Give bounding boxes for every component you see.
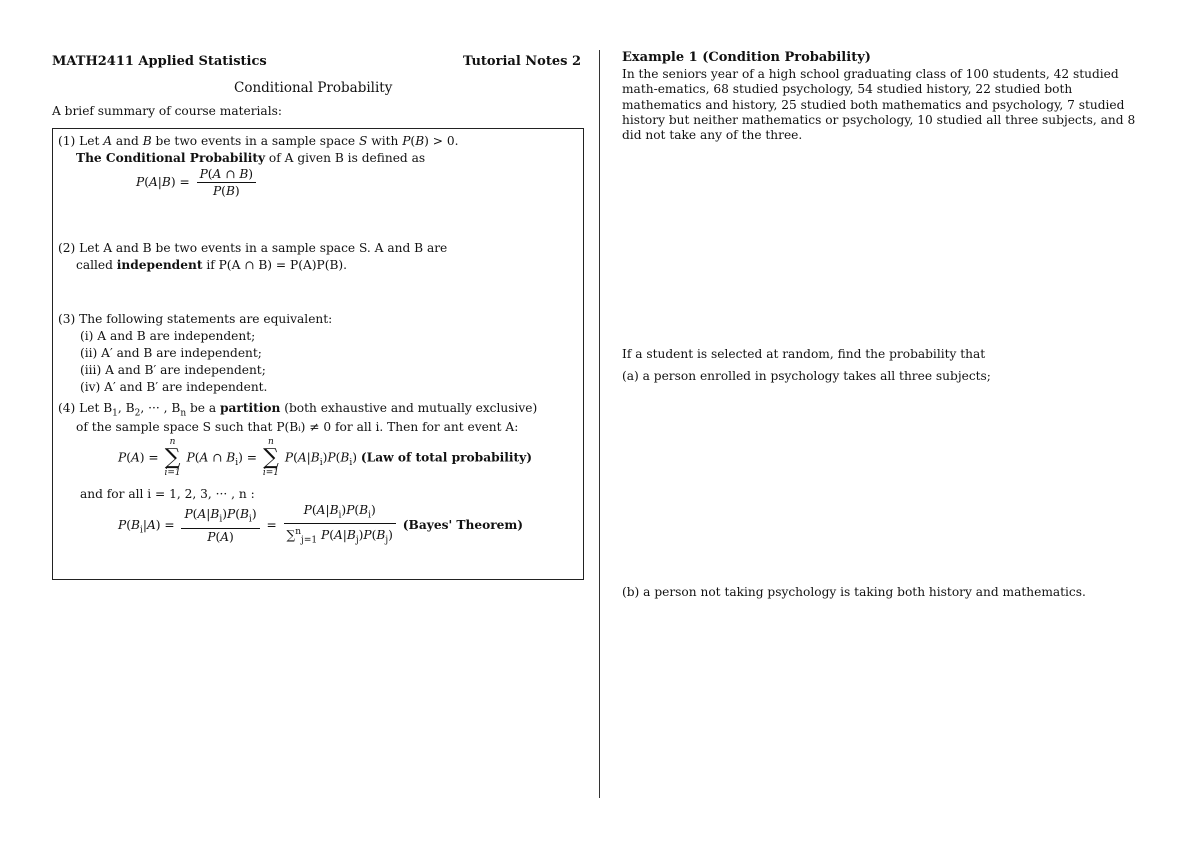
item-3-heading: (3) The following statements are equivalent: [58,312,333,326]
example-title: Example 1 (Condition Probability) [622,50,871,65]
item-3-iii: (iii) A and B′ are independent; [80,363,266,377]
item-4-line-1: (4) Let $B_1$, $B_2$, ··· , $B_n$ be a partition (both exhaustive and mutually exclusive) [58,401,538,419]
column-divider [599,50,600,798]
item-3-iv: (iv) A′ and B′ are independent. [80,380,268,394]
intro-text: A brief summary of course materials: [52,104,282,118]
bayes-theorem-formula: $P(B_i|A)$ = $\frac{P(A|B_i)P(B_i)}{P(A)}$ = $\frac{P(A|B_i)P(B_i)}{\sum^n_{j=1} P(A|B_j)P(B_j)}$ (Bayes' Theorem) [118,503,524,546]
item-2-line-1: (2) Let A and B be two events in a sample space S. A and B are [58,241,448,255]
item-3-ii: (ii) A′ and B are independent; [80,346,262,360]
item-1-line-2: The Conditional Probability of A given B is defined as [76,151,426,165]
item-4-line-2: of the sample space S such that P(Bᵢ) ≠ 0 for all i. Then for ant event A: [76,420,519,434]
course-title: MATH2411 Applied Statistics [52,54,267,69]
example-part-a: (a) a person enrolled in psychology takes all three subjects; [622,369,991,383]
example-part-b: (b) a person not taking psychology is taking both history and mathematics. [622,585,1086,599]
item-1-line-1: (1) Let A and B be two events in a sample space S with P(B) > 0. [58,134,459,148]
page-title: Conditional Probability [234,80,393,96]
bayes-label: (Bayes' Theorem) [402,517,524,532]
item-3-i: (i) A and B are independent; [80,329,256,343]
conditional-probability-formula: P(A|B) = $\frac{P(A \cap B)}{P(B)}$ [136,166,259,199]
tutorial-notes-label: Tutorial Notes 2 [463,54,582,69]
example-body: In the seniors year of a high school graduating class of 100 students, 42 studied math-ematics, 68 studied psychology, 54 studied history, 22 studied both mathematics and history, 25 studied both mathematics and psychology, 7 studied history but neither mathematics or psychology, 10 studied all three subjects, and 8 did not take any of the three. [622,67,1136,143]
law-of-total-probability-formula: P(A) = n ∑ i=1 P(A ∩ $B_i$) = n ∑ i=1 $P(A|B_i)P(B_i)$ (Law of total probability) [118,437,532,478]
example-question: If a student is selected at random, find the probability that [622,347,986,361]
law-label: (Law of total probability) [360,450,532,465]
item-2-line-2: called independent if P(A ∩ B) = P(A)P(B). [76,258,348,272]
for-all-line: and for all i = 1, 2, 3, ··· , n : [80,487,255,501]
